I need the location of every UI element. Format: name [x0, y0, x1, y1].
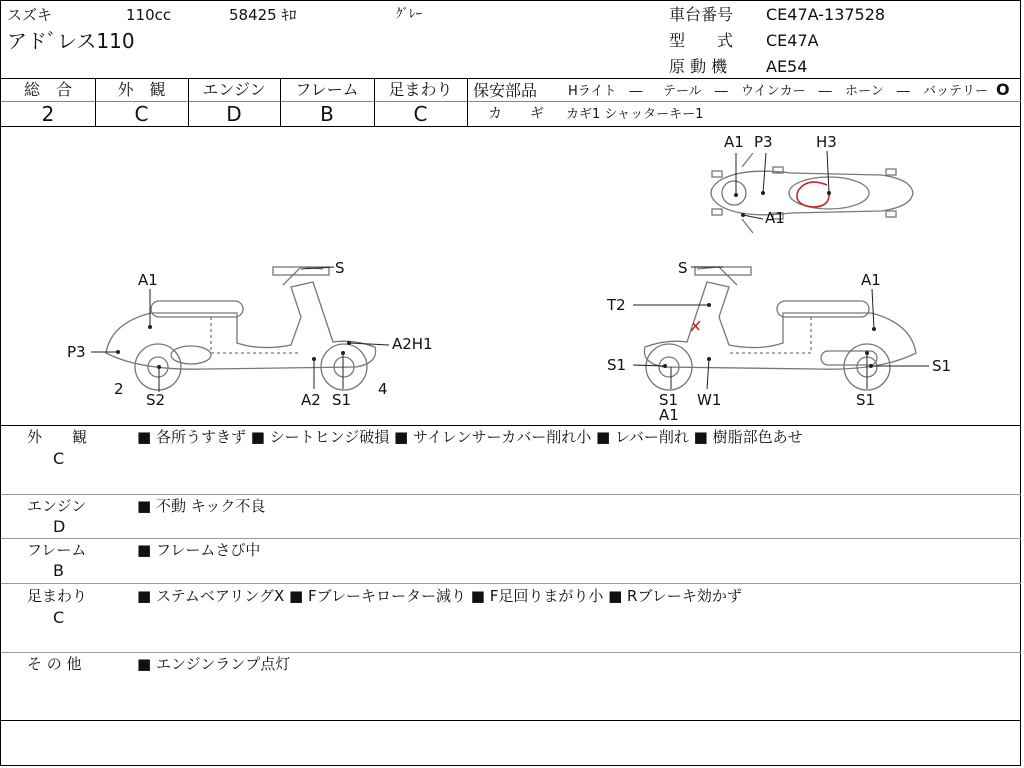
remark-grade-exterior: C	[53, 449, 65, 468]
frame-no-label: 車台番号	[669, 5, 734, 24]
safety-winker: ウインカー ―	[741, 84, 832, 99]
grade-value-exterior: C	[134, 102, 149, 126]
remark-text-engine: ■ 不動 キック不良	[137, 497, 266, 515]
engine-label: 原 動 機	[669, 57, 728, 76]
leader-dots	[116, 191, 876, 369]
remark-text-suspension: ■ ステムベアリングX ■ Fブレーキローター減り ■ F足回りまがり小 ■ Rブレーキ効かず	[137, 587, 742, 605]
remark-label-frame: フレーム	[27, 541, 87, 559]
model-name: アドﾞレス110	[7, 29, 135, 53]
remark-grade-suspension: C	[53, 608, 65, 627]
remark-label-exterior: 外 観	[27, 428, 88, 446]
engine-value: AE54	[766, 57, 808, 76]
safety-taillight: テール ―	[663, 84, 728, 99]
damage-diagram	[1, 127, 1021, 425]
label-right-t2: T2	[607, 296, 626, 314]
mileage: 58425 ｷﾛ	[229, 6, 297, 24]
label-right-s1b: S1	[659, 391, 679, 409]
divider	[1, 425, 1021, 426]
label-top-h3: H3	[816, 133, 837, 151]
label-left-4: 4	[378, 380, 388, 398]
frame-no: CE47A-137528	[766, 5, 886, 24]
label-left-s1: S1	[332, 391, 352, 409]
safety-horn: ホーン ―	[845, 84, 910, 99]
divider	[1, 652, 1021, 653]
label-right-s1c: S1	[932, 357, 952, 375]
label-right-s1a: S1	[607, 356, 627, 374]
label-left-s: S	[335, 259, 345, 277]
grade-label-exterior: 外 観	[117, 80, 166, 99]
label-right-s: S	[678, 259, 688, 277]
battery-ok-mark: O	[996, 80, 1010, 99]
remark-text-exterior: ■ 各所うすきず ■ シートヒンジ破損 ■ サイレンサーカバー削れ小 ■ レバー削れ ■ 樹脂部色あせ	[137, 428, 803, 446]
divider	[1, 494, 1021, 495]
key-value: カギ1 シャッターキー1	[566, 107, 704, 122]
label-left-p3: P3	[67, 343, 86, 361]
remark-grade-frame: B	[53, 561, 64, 580]
grade-label-frame: フレーム	[295, 80, 359, 99]
divider	[1, 720, 1021, 721]
remark-label-other: そ の 他	[27, 655, 82, 673]
label-top-a1: A1	[724, 133, 744, 151]
divider	[1, 101, 1021, 102]
divider	[1, 538, 1021, 539]
label-left-a2: A2	[301, 391, 321, 409]
label-right-w1: W1	[697, 391, 722, 409]
key-label: カ ギ	[488, 106, 544, 122]
label-top-a1b: A1	[765, 209, 785, 227]
damage-mark-circle	[797, 182, 829, 207]
label-left-a1: A1	[138, 271, 158, 289]
safety-label: 保安部品	[473, 81, 538, 100]
type-value: CE47A	[766, 31, 819, 50]
label-right-a1b: A1	[659, 406, 679, 424]
remark-label-engine: エンジン	[27, 497, 87, 515]
divider	[467, 78, 468, 126]
label-left-a2h1: A2H1	[392, 335, 433, 353]
label-top-p3: P3	[754, 133, 773, 151]
divider	[1, 78, 1021, 79]
color: ｸﾞﾚｰ	[396, 7, 422, 22]
remark-text-other: ■ エンジンランプ点灯	[137, 655, 291, 673]
remark-grade-engine: D	[53, 517, 66, 536]
label-left-2: 2	[114, 380, 124, 398]
grade-value-engine: D	[226, 102, 242, 126]
label-right-s1d: S1	[856, 391, 876, 409]
grade-value-suspension: C	[413, 102, 428, 126]
label-left-s2: S2	[146, 391, 166, 409]
maker: スズキ	[7, 6, 53, 24]
grade-label-suspension: 足まわり	[388, 80, 453, 99]
type-label: 型 式	[669, 31, 734, 50]
scooter-top-view	[711, 153, 913, 233]
grade-value-overall: 2	[41, 102, 55, 126]
label-right-a1: A1	[861, 271, 881, 289]
divider	[1, 583, 1021, 584]
grade-label-overall: 総 合	[23, 80, 72, 99]
displacement: 110cc	[126, 6, 172, 24]
safety-headlight: Hライト ―	[568, 84, 643, 99]
safety-battery: バッテリー	[923, 84, 989, 99]
remark-label-suspension: 足まわり	[27, 587, 88, 605]
grade-value-frame: B	[320, 102, 334, 126]
grade-label-engine: エンジン	[202, 80, 266, 99]
remark-text-frame: ■ フレームさび中	[137, 541, 261, 559]
